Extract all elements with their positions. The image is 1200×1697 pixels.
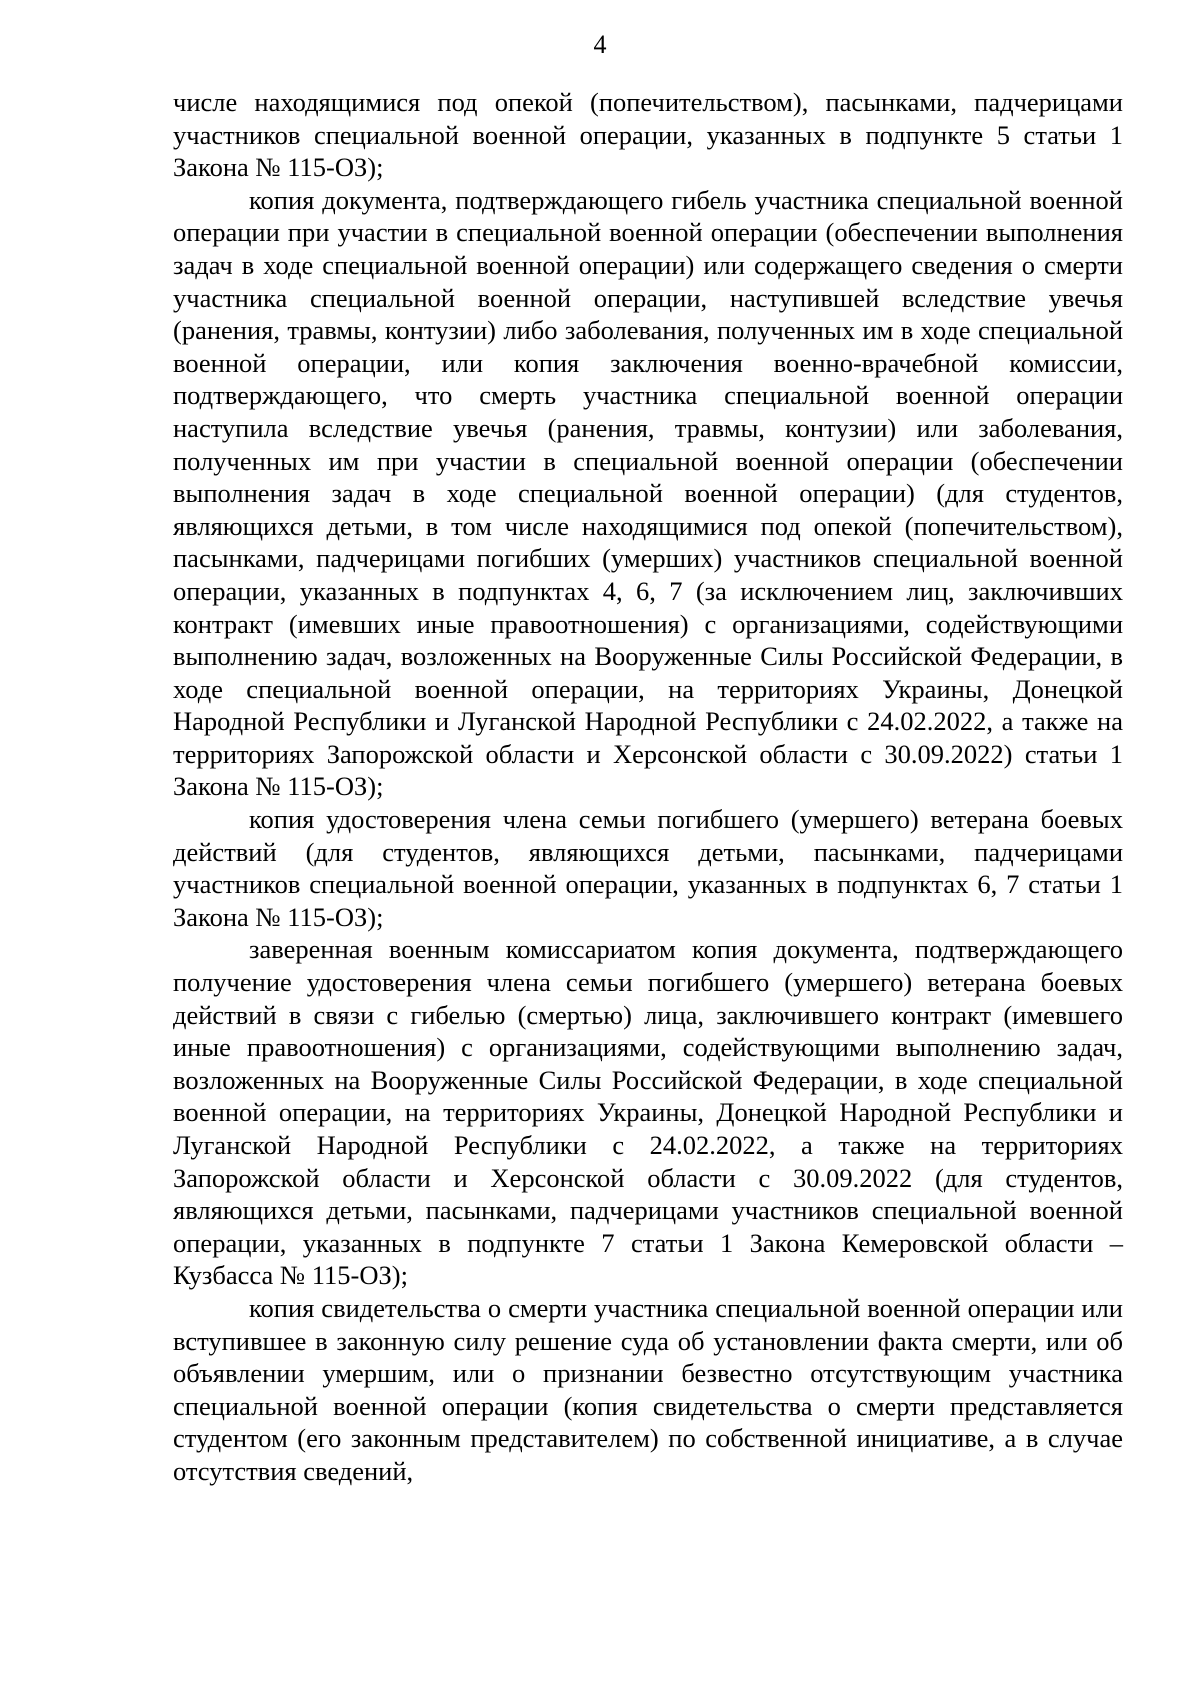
paragraph-3: копия удостоверения члена семьи погибшего (умершего) ветерана боевых действий (для студентов, являющихся детьми, пасынками, падчерицами участников специальной военной операции, указанных в подпунктах 6, 7 статьи 1 Закона № 115-ОЗ); [173, 804, 1123, 932]
document-body [173, 86, 1123, 1488]
paragraph-5: копия свидетельства о смерти участника специальной военной операции или вступившее в законную силу решение суда об установлении факта смерти, или об объявлении умершим, или о признании безвестно отсутствующим участника специальной военной операции (копия свидетельства о смерти представляется студентом (его законным представителем) по собственной инициативе, а в случае отсутствия сведений, [173, 1292, 1123, 1486]
paragraph-4: заверенная военным комиссариатом копия документа, подтверждающего получение удостоверения члена семьи погибшего (умершего) ветерана боевых действий в связи с гибелью (смертью) лица, заключившего контракт (имевшего иные правоотношения) с организациями, содействующими выполнению задач, возложенных на Вооруженные Силы Российской Федерации, в ходе специальной военной операции, на территориях Украины, Донецкой Народной Республики и Луганской Народной Республики с 24.02.2022, а также на территориях Запорожской области и Херсонской области с 30.09.2022 (для студентов, являющихся детьми, пасынками, падчерицами участников специальной военной операции, указанных в подпункте 7 статьи 1 Закона Кемеровской области – Кузбасса № 115-ОЗ); [173, 934, 1123, 1291]
page-number: 4 [593, 30, 607, 59]
paragraph-1: числе находящимися под опекой (попечительством), пасынками, падчерицами участников специальной военной операции, указанных в подпункте 5 статьи 1 Закона № 115-ОЗ); [173, 87, 1123, 183]
paragraph-2: копия документа, подтверждающего гибель участника специальной военной операции при участии в специальной военной операции (обеспечении выполнения задач в ходе специальной военной операции) или содержащего сведения о смерти участника специальной военной операции, наступившей вследствие увечья (ранения, травмы, контузии) либо заболевания, полученных им в ходе специальной военной операции, или копия заключения военно-врачебной комиссии, подтверждающего, что смерть участника специальной военной операции наступила вследствие увечья (ранения, травмы, контузии) или заболевания, полученных им при участии в специальной военной операции (обеспечении выполнения задач в ходе специальной военной операции) (для студентов, являющихся детьми, в том числе находящимися под опекой (попечительством), пасынками, падчерицами погибших (умерших) участников специальной военной операции, указанных в подпунктах 4, 6, 7 (за исключением лиц, заключивших контракт (имевших иные правоотношения) с организациями, содействующими выполнению задач, возложенных на Вооруженные Силы Российской Федерации, в ходе специальной военной операции, на территориях Украины, Донецкой Народной Республики и Луганской Народной Республики с 24.02.2022, а также на территориях Запорожской области и Херсонской области с 30.09.2022) статьи 1 Закона № 115-ОЗ); [173, 184, 1123, 802]
